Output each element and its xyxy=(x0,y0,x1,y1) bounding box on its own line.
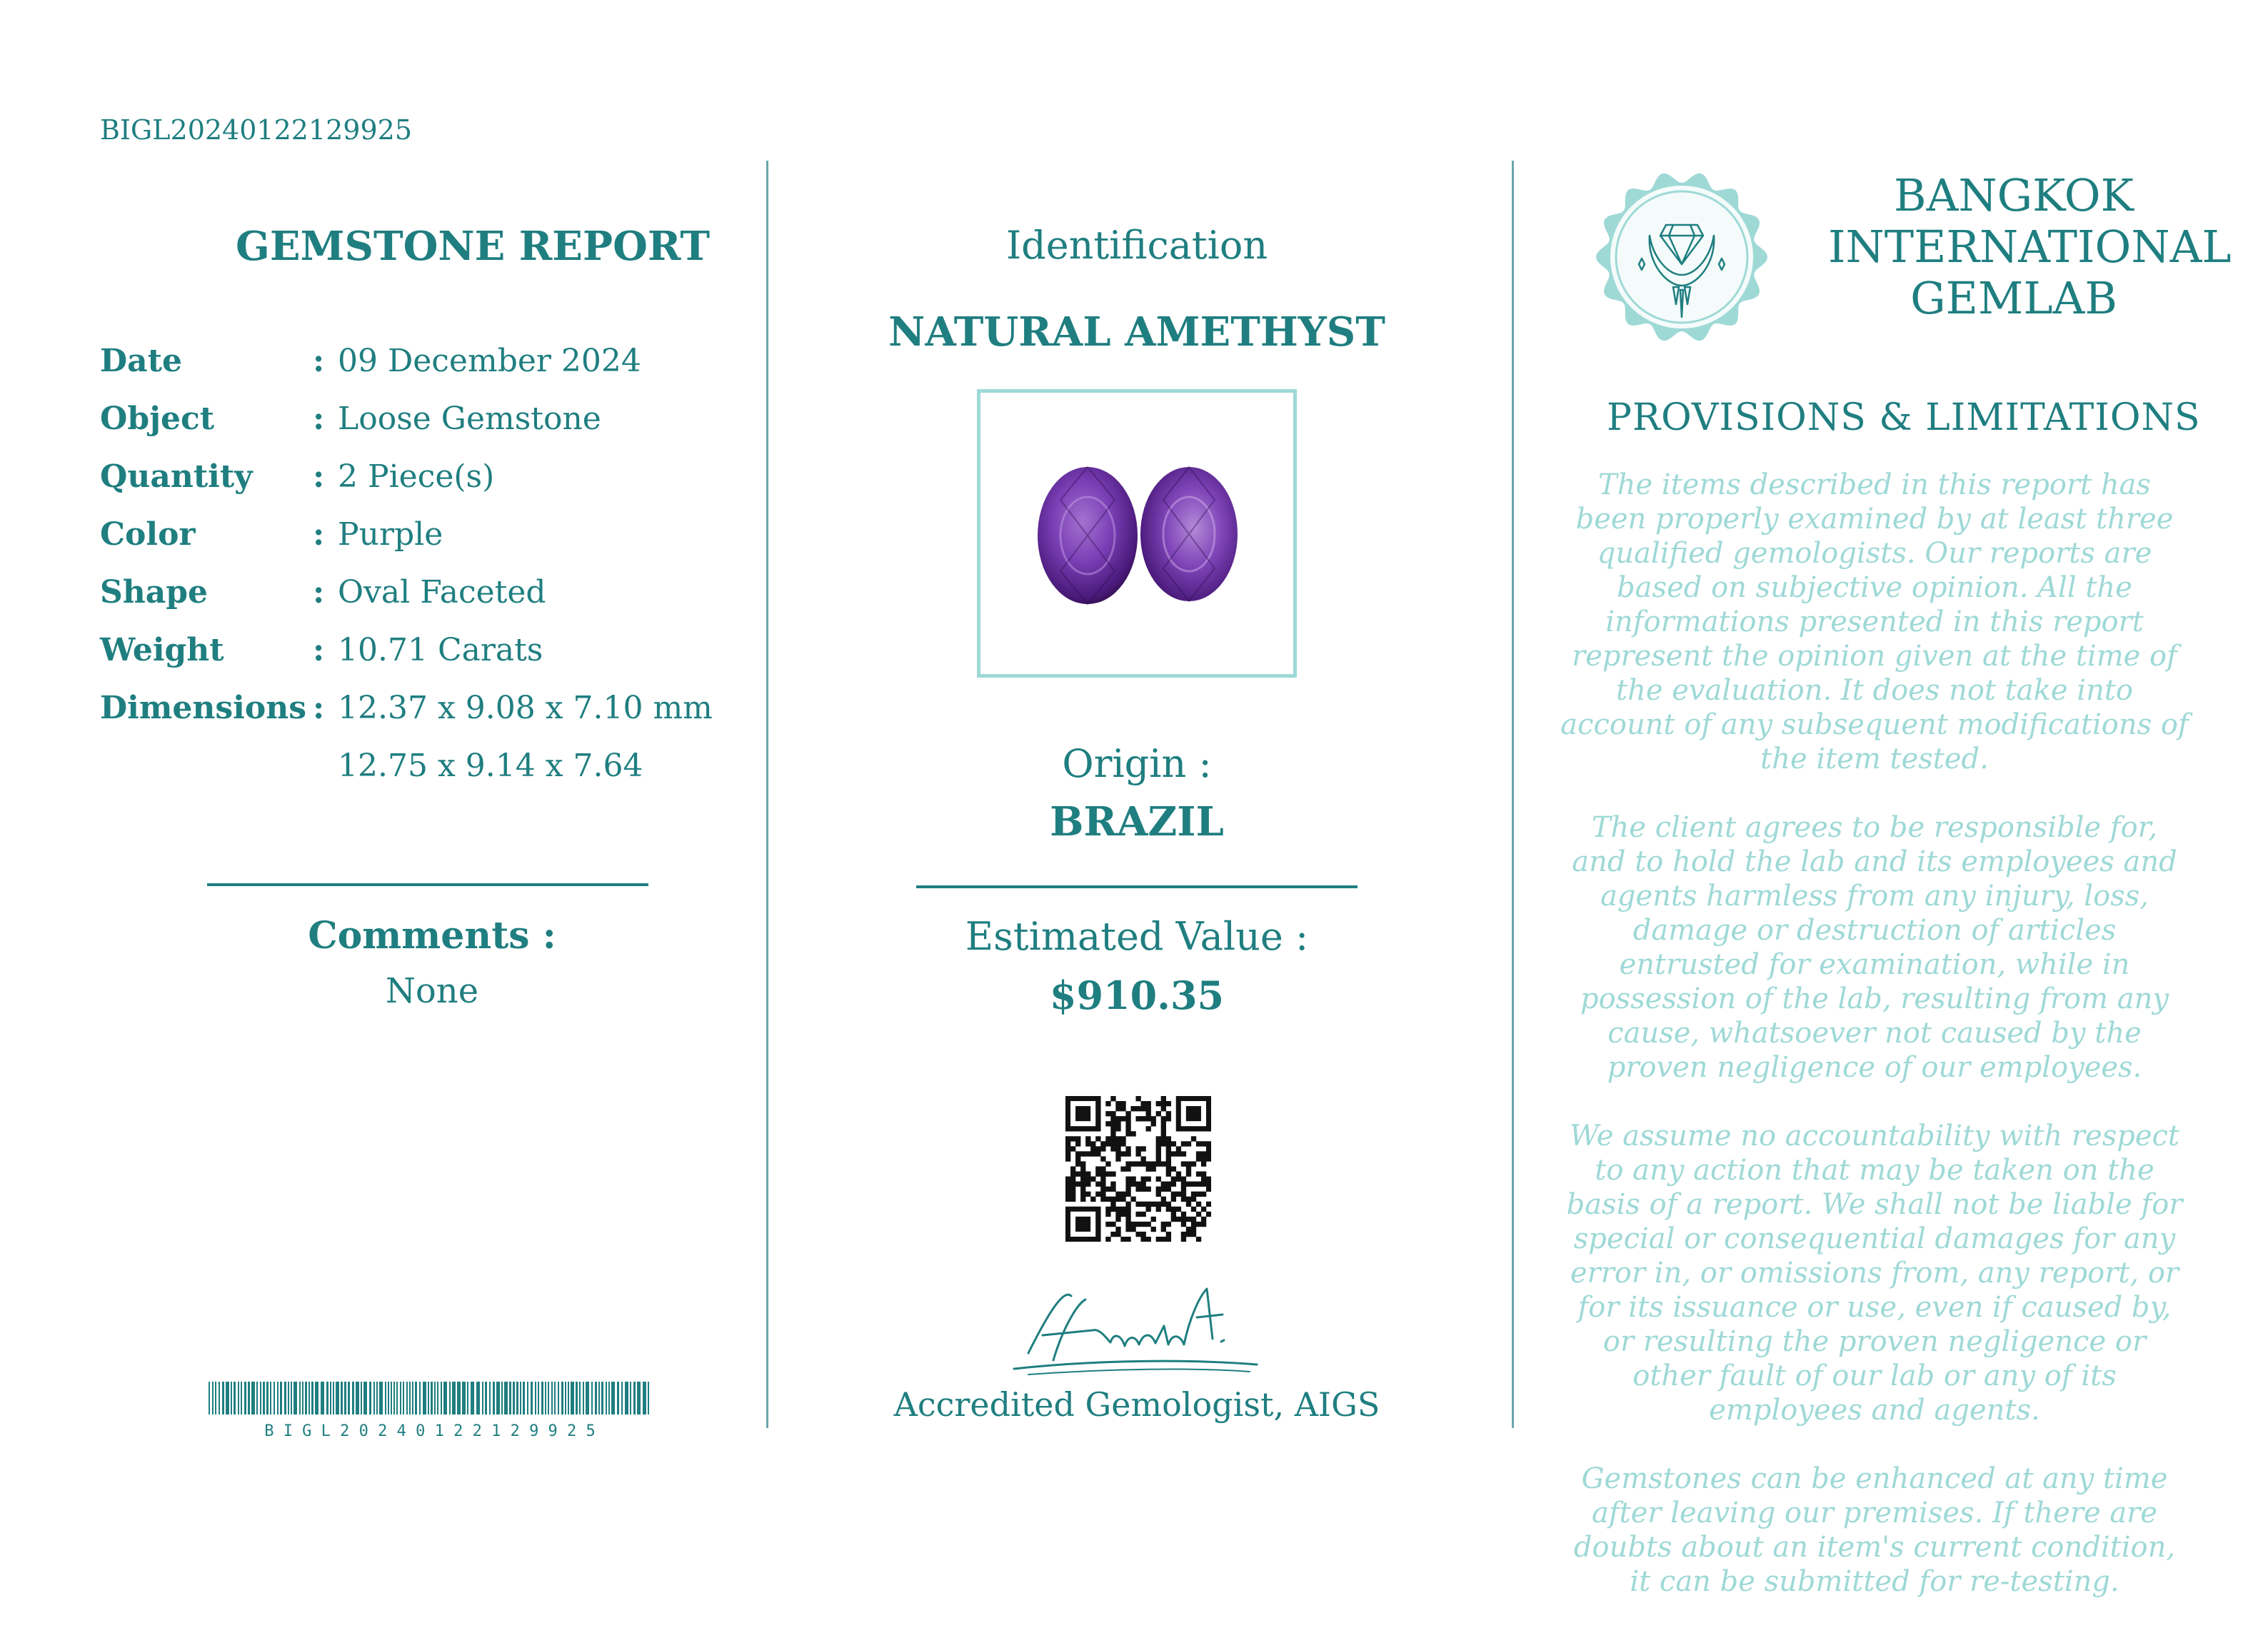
field-colon: : xyxy=(313,458,325,495)
provisions-title: PROVISIONS & LIMITATIONS xyxy=(1607,396,2201,439)
provisions-paragraph: The items described in this report has been properly examined by at least three qualified gemologists. Our reports are based on subjective opinion. All the informations presented in this report represent the opinion given at the time of the evaluation. It does not take into account of any subsequent modifications of the item tested. xyxy=(1560,468,2189,775)
field-colon: : xyxy=(313,574,325,611)
field-value: 12.75 x 9.14 x 7.64 xyxy=(338,748,643,784)
column-divider-right xyxy=(1512,161,1514,1428)
field-label: Weight xyxy=(100,632,224,668)
signature-graphic xyxy=(985,1267,1285,1382)
amethyst-stone-1 xyxy=(1038,467,1138,604)
lab-name-line: BANGKOK xyxy=(1894,169,2134,221)
provisions-text xyxy=(1560,468,2189,1633)
lab-name-line: INTERNATIONAL xyxy=(1828,221,2232,273)
field-value: Oval Faceted xyxy=(338,574,546,611)
origin-label: Origin : xyxy=(1062,741,1212,786)
divider-rule xyxy=(916,885,1358,888)
field-label: Object xyxy=(100,401,215,437)
field-value: 09 December 2024 xyxy=(338,343,641,379)
field-label: Date xyxy=(100,343,182,379)
barcode xyxy=(206,1382,654,1439)
field-colon: : xyxy=(313,516,325,553)
comments-value: None xyxy=(385,971,479,1011)
field-label: Dimensions xyxy=(100,690,307,726)
field-value: 12.37 x 9.08 x 7.10 mm xyxy=(338,690,713,726)
signature xyxy=(985,1267,1285,1382)
report-title: GEMSTONE REPORT xyxy=(236,223,711,270)
stone-name: NATURAL AMETHYST xyxy=(888,308,1385,356)
provisions-paragraph: Gemstones can be enhanced at any time after leaving our premises. If there are doubts about an item's current condition, it can be submitted for re-testing. xyxy=(1573,1462,2176,1598)
gemstone-photo xyxy=(980,393,1293,674)
lab-name xyxy=(1828,169,2232,324)
qr-code[interactable] xyxy=(1065,1096,1211,1242)
field-label: Shape xyxy=(100,574,209,611)
field-label: Quantity xyxy=(100,458,253,495)
estimated-value-amount: $910.35 xyxy=(1049,973,1225,1018)
identification-label: Identification xyxy=(1005,223,1268,268)
report-number: BIGL20240122129925 xyxy=(100,114,412,146)
field-value: 2 Piece(s) xyxy=(338,458,495,495)
field-colon: : xyxy=(313,632,325,668)
field-colon: : xyxy=(313,401,325,437)
field-value: Loose Gemstone xyxy=(338,401,601,437)
comments-title: Comments : xyxy=(308,914,556,958)
lab-seal-icon xyxy=(1589,164,1775,350)
barcode-graphic xyxy=(206,1382,654,1439)
field-value: 10.71 Carats xyxy=(338,632,543,668)
lab-name-line: GEMLAB xyxy=(1910,272,2117,324)
gemologist-title: Accredited Gemologist, AIGS xyxy=(893,1385,1380,1424)
divider-rule xyxy=(207,883,648,886)
field-label: Color xyxy=(100,516,196,553)
origin-value: BRAZIL xyxy=(1050,798,1224,845)
provisions-paragraph: The client agrees to be responsible for, and to hold the lab and its employees and agents harmless from any injury, loss, damage or destruction of articles entrusted for examination, while in possession of the lab, resulting from any cause, whatsoever not caused by the proven negligence of our employees. xyxy=(1572,811,2177,1084)
gemstone-photo-frame xyxy=(977,389,1297,678)
field-value: Purple xyxy=(338,516,443,553)
qr-code-graphic xyxy=(1065,1096,1211,1242)
barcode-text: B I G L 2 0 2 4 0 1 2 2 1 2 9 9 2 5 xyxy=(264,1422,596,1439)
estimated-value-label: Estimated Value : xyxy=(965,914,1309,959)
amethyst-stone-2 xyxy=(1140,467,1238,601)
provisions-paragraph: We assume no accountability with respect to any action that may be taken on the basis of a report. We shall not be liable for special or consequential damages for any error in, or omissions from, any report, or for its issuance or use, even if caused by, or resulting the proven negligence or other fault of our lab or any of its employees and agents. xyxy=(1566,1120,2183,1427)
field-colon: : xyxy=(313,343,325,379)
field-colon: : xyxy=(313,690,325,726)
